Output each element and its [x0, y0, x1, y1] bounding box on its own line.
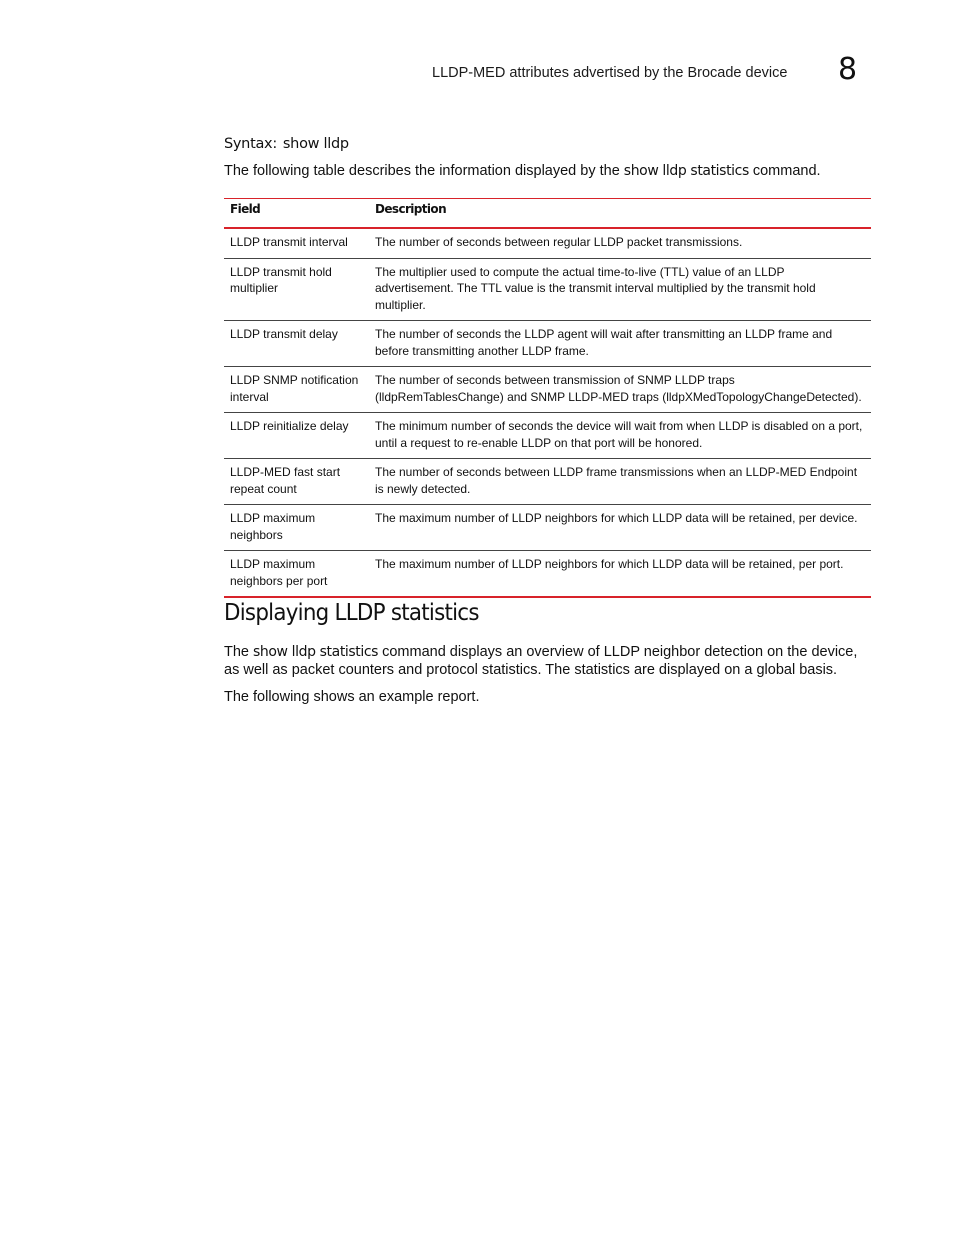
table-cell-field: LLDP transmit interval [230, 235, 348, 249]
table-cell-field: LLDP transmit delay [230, 327, 338, 341]
field-description-table [224, 198, 871, 598]
table-row [224, 504, 871, 550]
table-cell-field: LLDP-MED fast start repeat count [230, 465, 341, 496]
para-text-after: command displays an overview of LLDP neighbor detection on the device, as well as packet counters and protocol statistics. The statistics are displayed on a global basis. [224, 644, 858, 678]
table-header-row [224, 199, 871, 229]
example-intro-paragraph: The following shows an example report. [224, 689, 480, 705]
para-text-before: The [224, 644, 254, 660]
intro-paragraph [224, 163, 874, 179]
chapter-number: 8 [838, 52, 858, 87]
table-header-field: Field [230, 202, 261, 217]
table-row [224, 229, 871, 258]
table-cell-field: LLDP reinitialize delay [230, 419, 349, 433]
table-cell-field: LLDP SNMP notification interval [230, 373, 359, 404]
table-cell-description: The maximum number of LLDP neighbors for which LLDP data will be retained, per port. [375, 557, 844, 571]
running-header: LLDP-MED attributes advertised by the Brocade device [432, 65, 788, 81]
syntax-line [224, 136, 349, 152]
table-row [224, 412, 871, 458]
table-cell-description: The number of seconds between LLDP frame transmissions when an LLDP-MED Endpoint is newly detected. [375, 465, 858, 496]
table-row [224, 366, 871, 412]
table-cell-description: The multiplier used to compute the actual time-to-live (TTL) value of an LLDP advertisement. The TTL value is the transmit interval multiplied by the transmit hold multiplier. [375, 264, 816, 312]
para-command: show lldp statistics [253, 644, 379, 660]
table-cell-description: The number of seconds between regular LLDP packet transmissions. [375, 235, 743, 249]
table-header-description: Description [375, 202, 447, 217]
table-cell-field: LLDP maximum neighbors [230, 511, 316, 542]
table-cell-description: The number of seconds between transmission of SNMP LLDP traps (lldpRemTablesChange) and SNMP LLDP-MED traps (lldpXMedTopologyChangeDetected). [375, 373, 862, 404]
table-cell-description: The minimum number of seconds the device will wait from when LLDP is disabled on a port, until a request to re-enable LLDP on that port will be honored. [375, 419, 863, 450]
syntax-label: Syntax: [224, 136, 277, 152]
intro-text-after: command. [748, 163, 821, 179]
table-cell-description: The number of seconds the LLDP agent will wait after transmitting an LLDP frame and before transmitting another LLDP frame. [375, 327, 833, 358]
table-cell-description: The maximum number of LLDP neighbors for which LLDP data will be retained, per device. [375, 511, 858, 525]
table-cell-field: LLDP transmit hold multiplier [230, 264, 332, 295]
intro-text-before: The following table describes the information displayed by the [224, 163, 624, 179]
section-heading: Displaying LLDP statistics [224, 600, 479, 626]
table-row [224, 550, 871, 596]
table-row [224, 258, 871, 321]
table-row [224, 458, 871, 504]
table-row [224, 320, 871, 366]
intro-command: show lldp statistics [623, 163, 749, 179]
syntax-command: show lldp [282, 136, 349, 152]
section-paragraph [224, 643, 874, 679]
table-cell-field: LLDP maximum neighbors per port [230, 557, 328, 588]
